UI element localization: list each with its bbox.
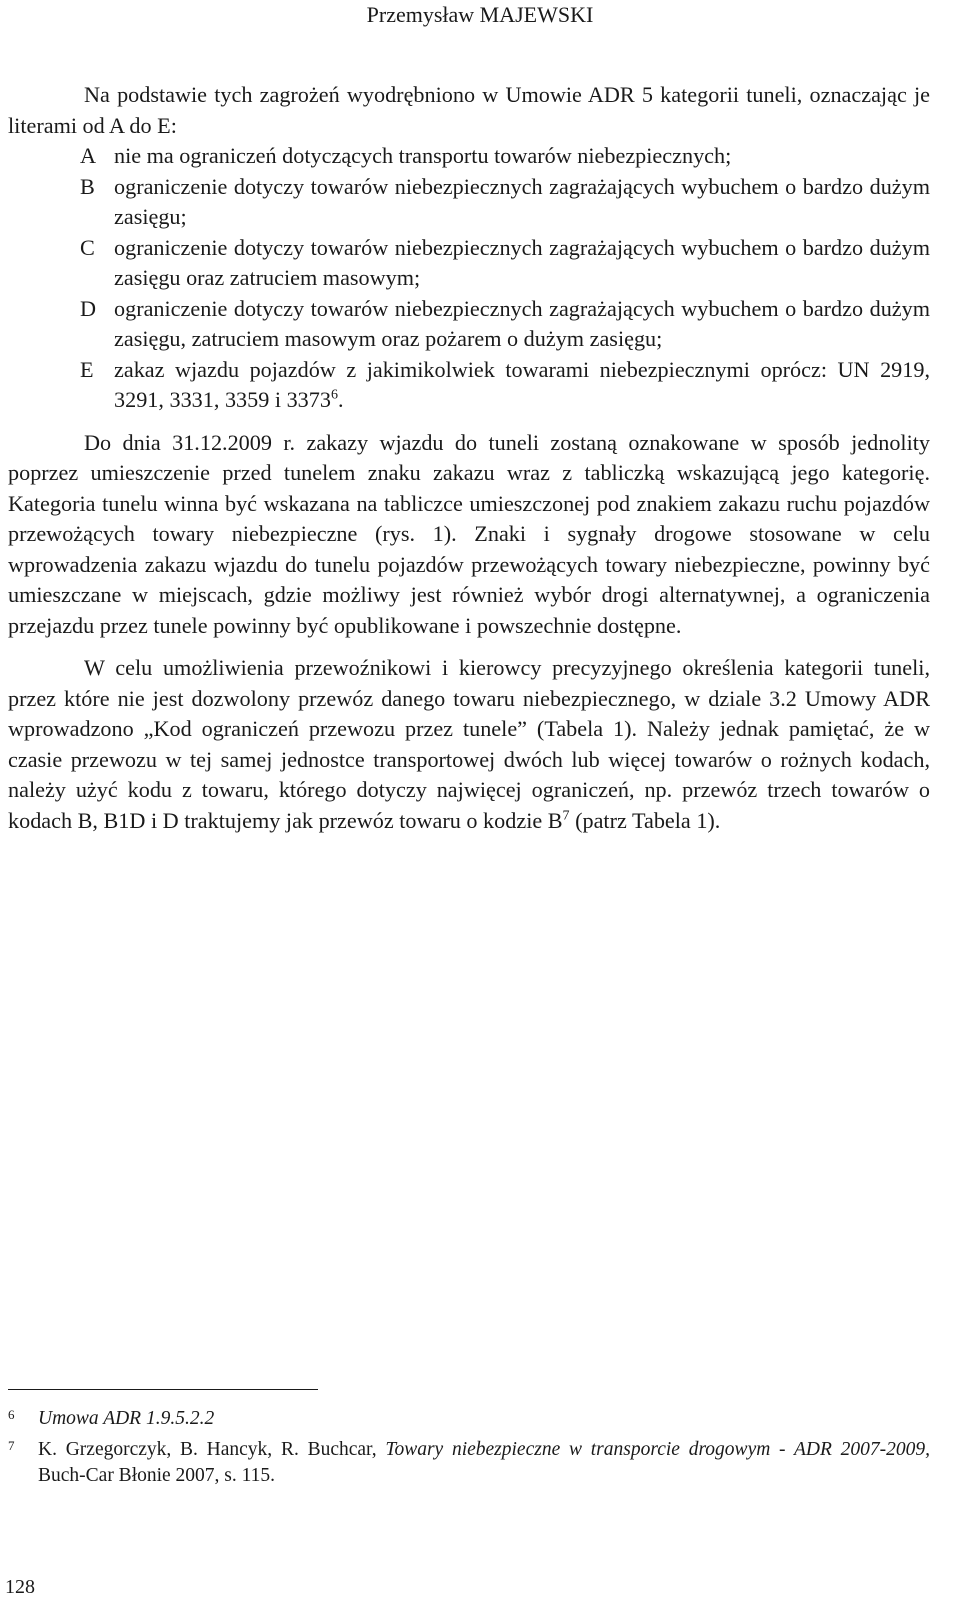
footnote-number: 7	[8, 1438, 15, 1453]
page-number: 128	[5, 1576, 35, 1598]
category-text: ograniczenie dotyczy towarów niebezpiecznych zagrażających wybuchem o bardzo dużym zasięgu oraz zatruciem masowym;	[114, 234, 930, 290]
category-item-e	[8, 355, 930, 416]
footnote-divider	[8, 1389, 318, 1390]
intro-paragraph: Na podstawie tych zagrożeń wyodrębniono w Umowie ADR 5 kategorii tuneli, oznaczając je literami od A do E:	[8, 82, 930, 138]
category-text-tail: .	[337, 387, 344, 412]
category-letter: E	[80, 356, 94, 382]
category-letter: D	[80, 295, 97, 321]
category-text: ograniczenie dotyczy towarów niebezpiecznych zagrażających wybuchem o bardzo dużym zasięgu;	[114, 173, 930, 229]
body-text	[8, 80, 930, 836]
category-item-b	[8, 172, 930, 233]
footnote-ref-7: 7	[562, 808, 570, 824]
footnote-italic: Umowa ADR 1.9.5.2.2	[38, 1408, 215, 1429]
footnote-ref-6: 6	[330, 387, 338, 403]
category-text: zakaz wjazdu pojazdów z jakimikolwiek towarami niebezpiecznymi oprócz: UN 2919, 3291, 3331, 3359 i 3373	[114, 356, 930, 412]
footnote-6	[8, 1406, 930, 1432]
category-text: nie ma ograniczeń dotyczących transportu towarów niebezpiecznych;	[114, 143, 732, 168]
footnote-prefix: K. Grzegorczyk, B. Hancyk, R. Buchcar,	[38, 1439, 386, 1460]
paragraph-tail: (patrz Tabela 1).	[569, 807, 721, 833]
category-letter: A	[80, 143, 97, 168]
footnote-7	[8, 1437, 930, 1489]
running-header: Przemysław MAJEWSKI	[366, 2, 594, 27]
category-letter: B	[80, 173, 95, 199]
footnote-italic: Towary niebezpieczne w transporcie drogowym - ADR 2007-2009,	[385, 1439, 930, 1460]
paragraph-tunnel-codes	[8, 653, 930, 836]
footnote-rest: Buch-Car Błonie 2007, s. 115.	[38, 1465, 276, 1486]
category-item-a	[8, 141, 930, 172]
category-item-d	[8, 294, 930, 355]
category-text: ograniczenie dotyczy towarów niebezpiecznych zagrażających wybuchem o bardzo dużym zasięgu, zatruciem masowym oraz pożarem o dużym zasięgu;	[114, 295, 930, 351]
paragraph-signage: Do dnia 31.12.2009 r. zakazy wjazdu do tuneli zostaną oznakowane w sposób jednolity poprzez umieszczenie przed tunelem znaku zakazu wraz z tabliczką wskazującą jego kategorię. Kategoria tunelu winna być wskazana na tabliczce umieszczonej pod znakiem zakazu ruchu pojazdów przewożących towary niebezpieczne (rys. 1). Znaki i sygnały drogowe stosowane w celu wprowadzenia zakazu wjazdu do tunelu pojazdów przewożących towary niebezpieczne, powinny być umieszczane w miejscach, gdzie możliwy jest również wybór drogi alternatywnej, a ograniczenia przejazdu przez tunele powinny być opublikowane i powszechnie dostępne.	[8, 429, 930, 638]
paragraph-text: W celu umożliwienia przewoźnikowi i kierowcy precyzyjnego określenia kategorii tuneli, przez które nie jest dozwolony przewóz danego towaru niebezpiecznego, w dziale 3.2 Umowy ADR wprowadzono „Kod ograniczeń przewozu przez tunele” (Tabela 1). Należy jednak pamiętać, że w czasie przewozu w tej samej jednostce transportowej dwóch lub więcej towarów o rożnych kodach, należy użyć kodu z towaru, którego dotyczy najwięcej ograniczeń, np. przewóz trzech towarów o kodach B, B1D i D traktujemy jak przewóz towaru o kodzie B	[8, 655, 930, 833]
category-item-c	[8, 233, 930, 294]
category-letter: C	[80, 234, 95, 260]
footnote-number: 6	[8, 1407, 15, 1422]
